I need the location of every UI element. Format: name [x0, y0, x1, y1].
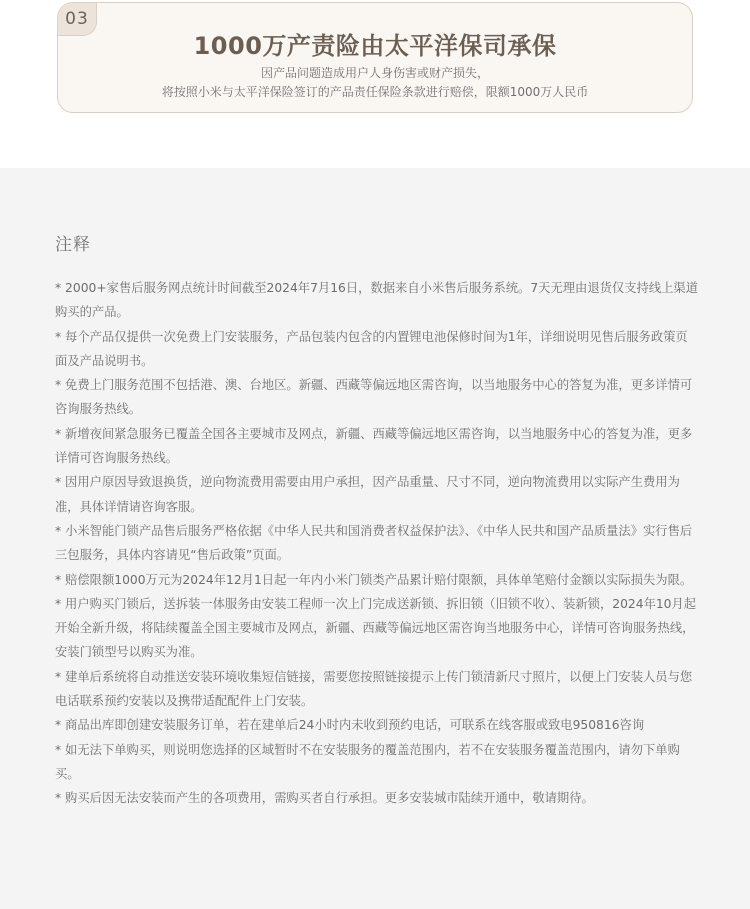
insurance-card: [57, 2, 693, 113]
section-number-badge: 03: [58, 3, 97, 36]
notes-list: [55, 276, 700, 811]
card-desc-line: 将按照小米与太平洋保险签订的产品责任保险条款进行赔偿，限额1000万人民币: [161, 85, 589, 99]
note-item: * 商品出库即创建安装服务订单，若在建单后24小时内未收到预约电话，可联系在线客服或致电950816咨询: [55, 718, 645, 733]
note-item: * 建单后系统将自动推送安装环境收集短信链接，需要您按照链接提示上传门锁清新尺寸照片，以便上门安装人员与您电话联系预约安装以及携带适配配件上门安装。: [55, 669, 693, 709]
card-desc-line: 因产品问题造成用户人身伤害或财产损失，: [260, 66, 489, 80]
note-item: * 因用户原因导致退换货，逆向物流费用需要由用户承担，因产品重量、尺寸不同，逆向物流费用以实际产生费用为准，具体详情请咨询客服。: [55, 475, 680, 514]
note-item: * 每个产品仅提供一次免费上门安装服务，产品包装内包含的内置锂电池保修时间为1年，详细说明见售后服务政策页面及产品说明书。: [55, 329, 688, 368]
note-item: * 用户购买门锁后，送拆装一体服务由安装工程师一次上门完成送新锁、拆旧锁（旧锁不收）、装新锁，2024年10月起开始全新升级，将陆续覆盖全国主要城市及网点，新疆、西藏等偏远地区需咨询当地服务中心，详情可咨询服务热线，安装门锁型号以购买为准。: [55, 596, 697, 660]
note-item: * 赔偿限额1000万元为2024年12月1日起一年内小米门锁类产品累计赔付限额，具体单笔赔付金额以实际损失为限。: [55, 572, 693, 587]
card-title: 1000万产责险由太平洋保司承保: [193, 32, 557, 60]
top-section: [0, 0, 750, 168]
note-item: * 小米智能门锁产品售后服务严格依据《中华人民共和国消费者权益保护法》、《中华人民共和国产品质量法》实行售后三包服务，具体内容请见“售后政策”页面。: [55, 523, 693, 563]
note-item: * 免费上门服务范围不包括港、澳、台地区。新疆、西藏等偏远地区需咨询，以当地服务中心的答复为准，更多详情可咨询服务热线。: [55, 378, 693, 417]
card-description: [58, 64, 692, 102]
note-item: * 2000+家售后服务网点统计时间截至2024年7月16日，数据来自小米售后服务系统。7天无理由退货仅支持线上渠道购买的产品。: [55, 281, 699, 320]
notes-heading: 注释: [55, 235, 91, 255]
notes-section: [0, 168, 750, 909]
note-item: * 新增夜间紧急服务已覆盖全国各主要城市及网点，新疆、西藏等偏远地区需咨询，以当地服务中心的答复为准，更多详情可咨询服务热线。: [55, 426, 693, 466]
note-item: * 购买后因无法安装而产生的各项费用，需购买者自行承担。更多安装城市陆续开通中，敬请期待。: [55, 791, 594, 806]
note-item: * 如无法下单购买，则说明您选择的区域暂时不在安装服务的覆盖范围内，若不在安装服务覆盖范围内，请勿下单购买。: [55, 742, 680, 781]
